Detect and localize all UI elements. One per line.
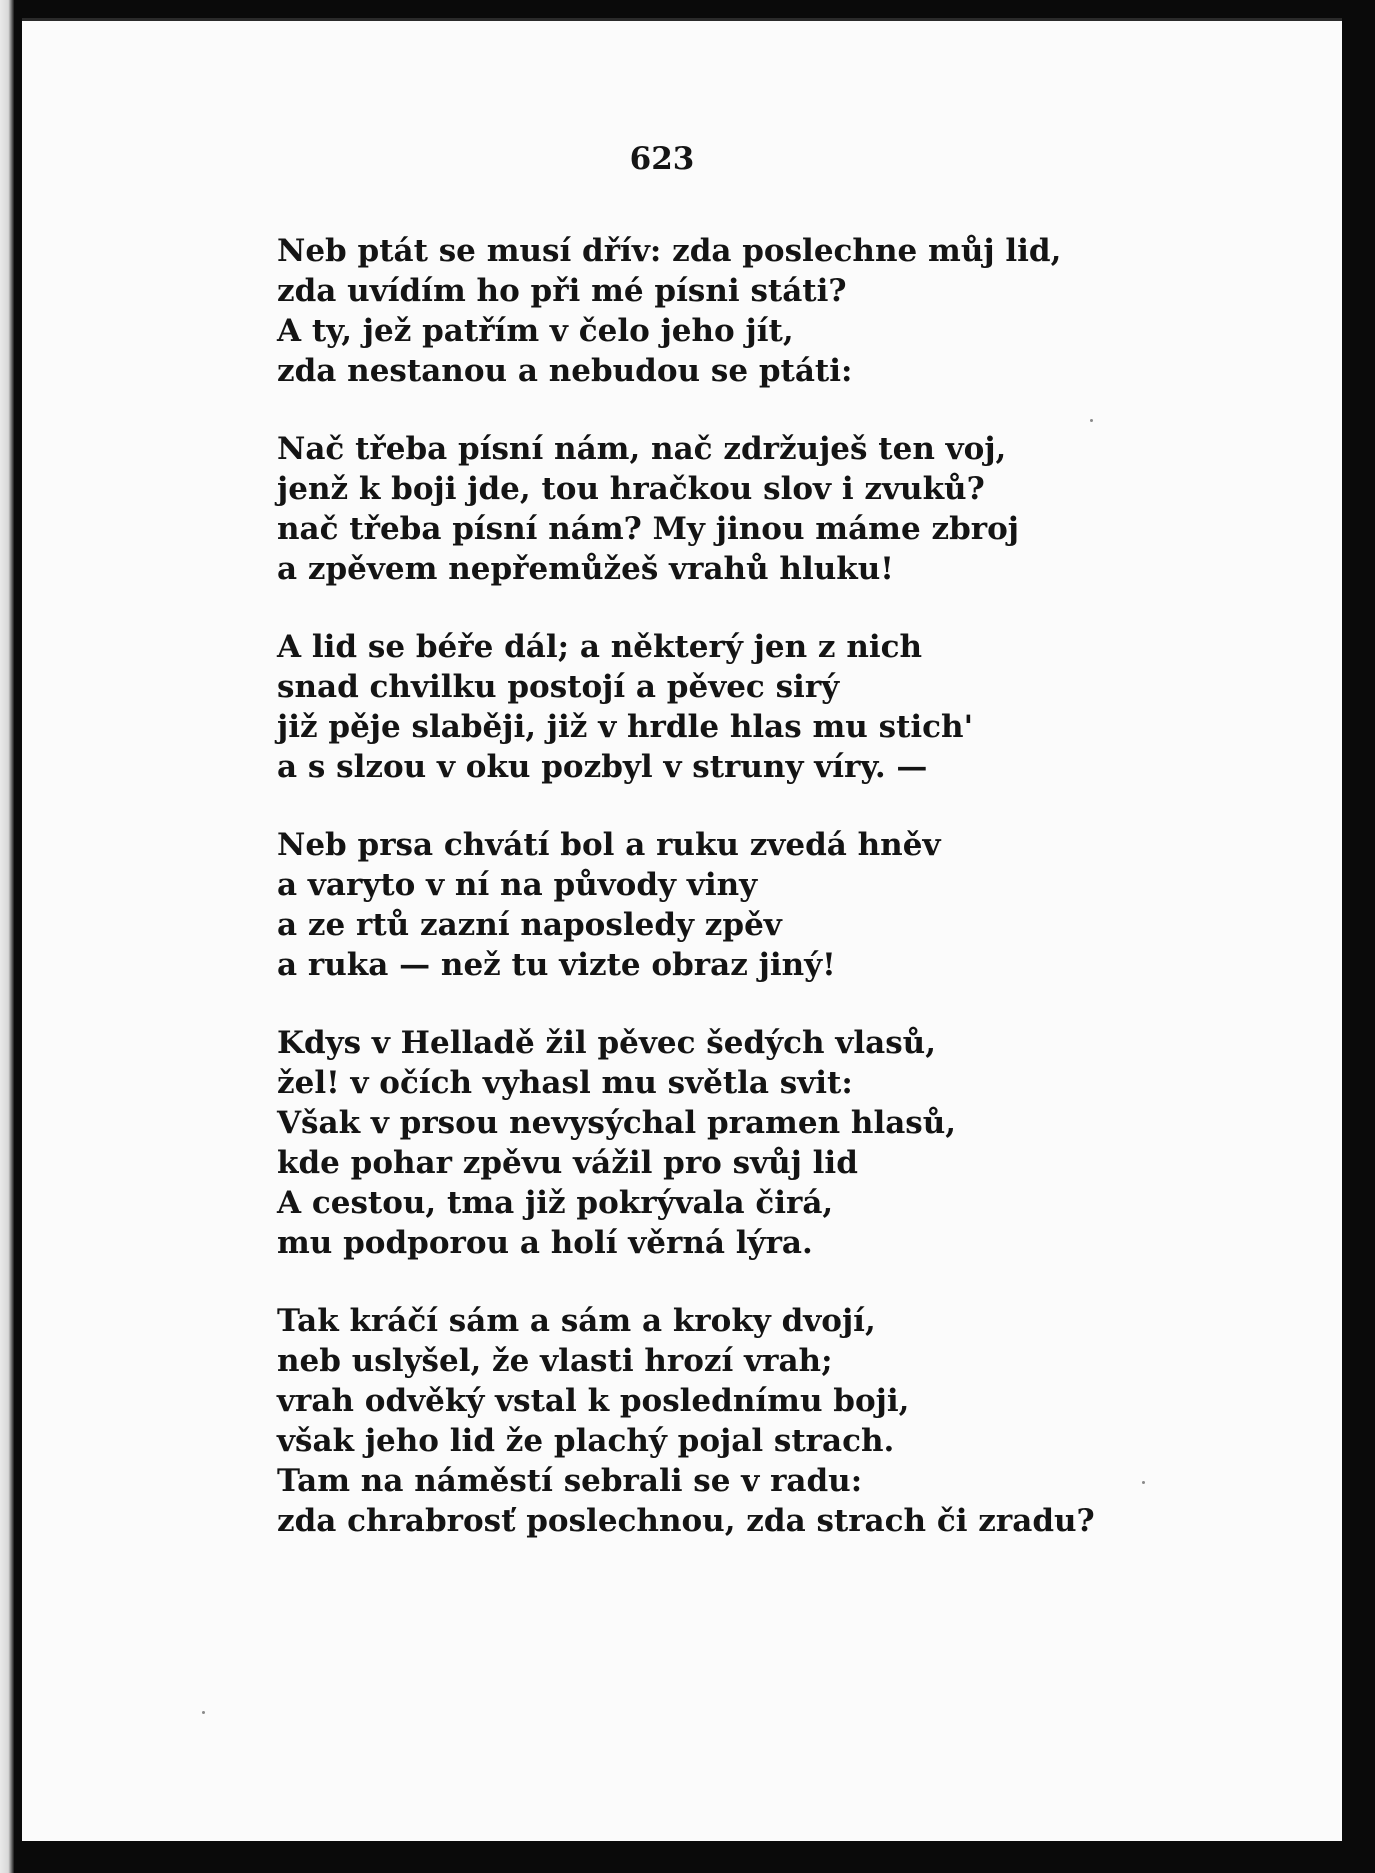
poem-line: zda chrabrosť poslechnou, zda strach či zradu? bbox=[277, 1503, 1095, 1539]
poem-line: a ze rtů zazní naposledy zpěv bbox=[277, 907, 782, 943]
poem-line: Neb prsa chvátí bol a ruku zvedá hněv bbox=[277, 827, 941, 863]
stanza-5 bbox=[277, 1023, 1097, 1263]
stanza-3 bbox=[277, 627, 1097, 787]
poem-line: Kdys v Helladě žil pěvec šedých vlasů, bbox=[277, 1025, 937, 1061]
poem-line: zda uvídím ho při mé písni státi? bbox=[277, 273, 847, 309]
book-page bbox=[22, 18, 1342, 1841]
poem-line: a s slzou v oku pozbyl v struny víry. — bbox=[277, 749, 928, 785]
paper-speck bbox=[202, 1711, 205, 1714]
poem-line: Však v prsou nevysýchal pramen hlasů, bbox=[277, 1105, 957, 1141]
poem-line: mu podporou a holí věrná lýra. bbox=[277, 1225, 813, 1261]
poem-line: však jeho lid že plachý pojal strach. bbox=[277, 1423, 895, 1459]
poem-line: Tam na náměstí sebrali se v radu: bbox=[277, 1463, 863, 1499]
stanza-6 bbox=[277, 1301, 1097, 1541]
poem-line: zda nestanou a nebudou se ptáti: bbox=[277, 353, 853, 389]
stanza-2 bbox=[277, 429, 1097, 589]
poem-line: a ruka — než tu vizte obraz jiný! bbox=[277, 947, 836, 983]
poem-line: Neb ptát se musí dřív: zda poslechne můj lid, bbox=[277, 233, 1062, 269]
poem-line: Nač třeba písní nám, nač zdržuješ ten voj, bbox=[277, 431, 1007, 467]
paper-speck bbox=[1142, 1481, 1145, 1484]
poem-line: Tak kráčí sám a sám a kroky dvojí, bbox=[277, 1303, 876, 1339]
stanza-4 bbox=[277, 825, 1097, 985]
poem-line: vrah odvěký vstal k poslednímu boji, bbox=[277, 1383, 910, 1419]
poem-line: kde pohar zpěvu vážil pro svůj lid bbox=[277, 1145, 858, 1181]
poem-line: jenž k boji jde, tou hračkou slov i zvuků? bbox=[277, 471, 985, 507]
poem-line: A lid se béře dál; a některý jen z nich bbox=[277, 629, 923, 665]
stanza-1 bbox=[277, 231, 1097, 391]
poem-line: žel! v očích vyhasl mu světla svit: bbox=[277, 1065, 853, 1101]
poem-line: A ty, jež patřím v čelo jeho jít, bbox=[277, 313, 794, 349]
poem-text bbox=[277, 231, 1097, 1579]
poem-line: nač třeba písní nám? My jinou máme zbroj bbox=[277, 511, 1019, 547]
poem-line: a varyto v ní na původy viny bbox=[277, 867, 758, 903]
poem-line: již pěje slaběji, již v hrdle hlas mu stich' bbox=[277, 709, 974, 745]
poem-line: neb uslyšel, že vlasti hrozí vrah; bbox=[277, 1343, 833, 1379]
poem-line: A cestou, tma již pokrývala čirá, bbox=[277, 1185, 834, 1221]
page-number: 623 bbox=[629, 141, 695, 177]
paper-speck bbox=[1090, 419, 1093, 422]
poem-line: snad chvilku postojí a pěvec sirý bbox=[277, 669, 840, 705]
poem-line: a zpěvem nepřemůžeš vrahů hluku! bbox=[277, 551, 894, 587]
page-left-edge bbox=[0, 0, 14, 1873]
